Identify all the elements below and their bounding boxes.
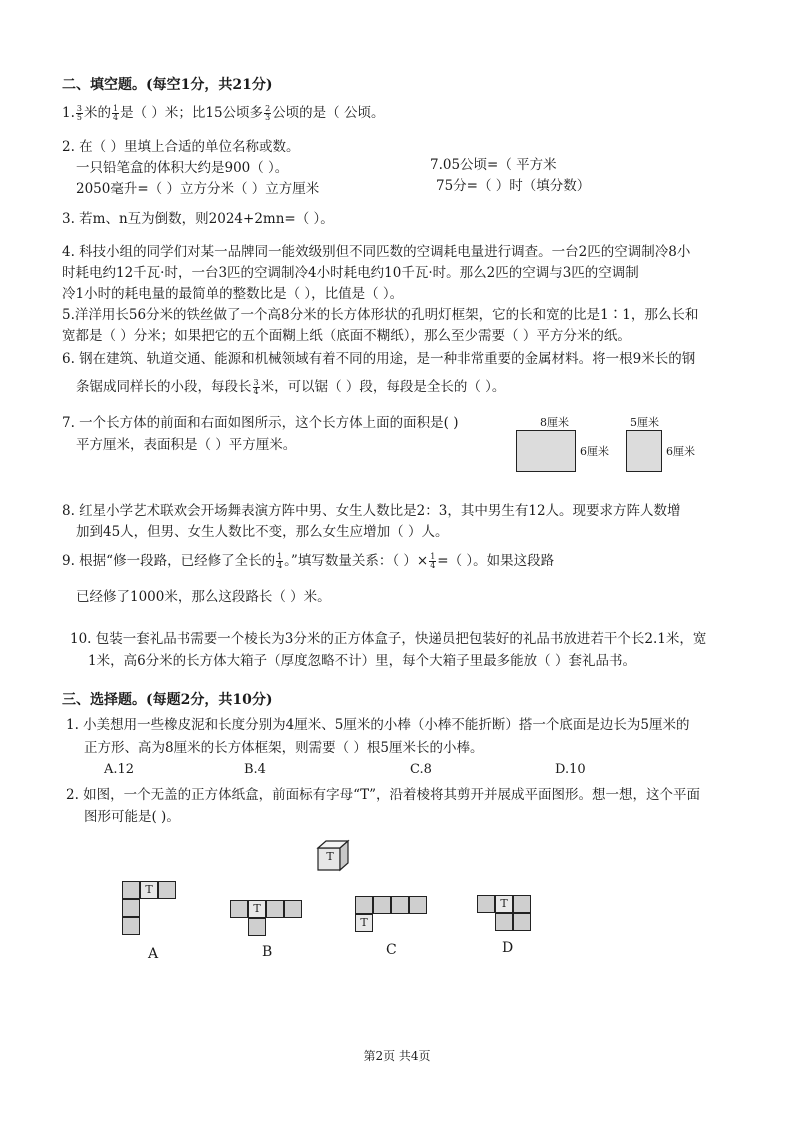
net-c-square	[409, 896, 427, 914]
cube-letter: T	[326, 850, 334, 863]
net-b-square	[266, 900, 284, 918]
option-d: D.10	[555, 762, 586, 777]
front-face-rectangle	[516, 430, 576, 472]
question-9-line-2: 已经修了1000米，那么这段路长（ ）米。	[76, 589, 331, 605]
net-c-square	[391, 896, 409, 914]
question-2-line-2a: 一只铅笔盒的体积大约是900（ ）。	[76, 160, 289, 176]
net-d-label: D	[502, 940, 514, 956]
question-4-line-3: 冷1小时的耗电量的最简单的整数比是（ ），比值是（ ）。	[62, 286, 404, 302]
net-c-square	[373, 896, 391, 914]
page-number: 第2页 共4页	[363, 1049, 431, 1063]
question-5: 5.洋洋用长56分米的铁丝做了一个高8分米的长方体形状的孔明灯框架，它的长和宽的比是1∶1，那么长和	[62, 307, 699, 323]
question-5-line-2: 宽都是（ ）分米；如果把它的五个面糊上纸（底面不糊纸），那么至少需要（ ）平方分米的纸。	[62, 328, 631, 344]
net-d-square	[513, 895, 531, 913]
net-b-label: B	[262, 944, 273, 960]
net-d-letter-square: T	[495, 895, 513, 913]
front-face-side-label: 6厘米	[580, 445, 609, 458]
net-a-square	[122, 917, 140, 935]
section2-title: 二、填空题。(每空1分，共21分)	[62, 77, 273, 93]
front-face-top-label: 8厘米	[540, 416, 569, 429]
net-b-letter-square: T	[248, 900, 266, 918]
question-4-line-2: 时耗电约12千瓦·时，一台3匹的空调制冷4小时耗电约10千瓦·时。那么2匹的空调与3匹的空调制	[62, 265, 639, 281]
right-face-top-label: 5厘米	[630, 416, 659, 429]
question-2: 2. 在（ ）里填上合适的单位名称或数。	[62, 139, 300, 155]
question-10: 10. 包装一套礼品书需要一个棱长为3分米的正方体盒子，快递员把包装好的礼品书放进若干个长2.1米，宽	[70, 631, 707, 647]
question-9: 9. 根据“修一段路，已经修了全长的 $\frac{1}{4}$ 。”填写数量关系：（ ）× $\frac{1}{4}$ =（ ）。如果这段路	[62, 552, 555, 570]
net-a-square	[158, 881, 176, 899]
choice-question-1-line-2: 正方形、高为8厘米的长方体框架，则需要（ ）根5厘米长的小棒。	[84, 740, 484, 756]
question-4: 4. 科技小组的同学们对某一品牌同一能效级别但不同匹数的空调耗电量进行调查。一台2匹的空调制冷8小	[62, 244, 691, 260]
choice-question-2: 2. 如图，一个无盖的正方体纸盒，前面标有字母“T”，沿着棱将其剪开并展成平面图形。想一想，这个平面	[66, 787, 700, 803]
question-10-line-2: 1米，高6分米的长方体大箱子（厚度忽略不计）里，每个大箱子里最多能放（ ）套礼品书。	[88, 653, 636, 669]
question-3: 3. 若m、n互为倒数，则2024+2mn=（ ）。	[62, 211, 334, 227]
right-face-rectangle	[626, 430, 662, 472]
net-d-square	[513, 913, 531, 931]
net-c-letter-square: T	[355, 914, 373, 932]
question-2-line-3b: 75分=（ ）时（填分数）	[436, 178, 591, 194]
question-2-line-3a: 2050毫升=（ ）立方分米（ ）立方厘米	[76, 181, 320, 197]
question-6: 6. 钢在建筑、轨道交通、能源和机械领域有着不同的用途，是一种非常重要的金属材料。将一根9米长的钢	[62, 351, 696, 367]
net-a-square	[122, 881, 140, 899]
net-b-square	[248, 918, 266, 936]
net-d-square	[495, 913, 513, 931]
option-c: C.8	[410, 762, 432, 777]
question-1: 1. $\frac{3}{5}$ 米的 $\frac{1}{4}$ 是（ ）米；比15公顷多 $\frac{2}{3}$ 公顷的是（ 公顷。	[62, 104, 385, 122]
question-7: 7. 一个长方体的前面和右面如图所示，这个长方体上面的面积是( )	[62, 415, 459, 431]
choice-question-1: 1. 小美想用一些橡皮泥和长度分别为4厘米、5厘米的小棒（小棒不能折断）搭一个底面是边长为5厘米的	[66, 717, 690, 733]
net-c-label: C	[386, 942, 397, 958]
net-b-square	[230, 900, 248, 918]
section3-title: 三、选择题。(每题2分，共10分)	[62, 692, 273, 708]
net-a-letter-square: T	[140, 881, 158, 899]
net-b-square	[284, 900, 302, 918]
question-8-line-2: 加到45人，但男、女生人数比不变，那么女生应增加（ ）人。	[76, 524, 449, 540]
option-b: B.4	[244, 762, 266, 777]
choice-question-2-line-2: 图形可能是( )。	[84, 809, 180, 825]
net-c-square	[355, 896, 373, 914]
net-a-square	[122, 899, 140, 917]
question-6-line-2: 条锯成同样长的小段，每段长 $\frac{3}{4}$ 米，可以锯（ ）段，每段是全长的（ ）。	[76, 378, 506, 396]
question-2-line-2b: 7.05公顷=（ 平方米	[430, 157, 557, 173]
option-a: A.12	[104, 762, 135, 777]
net-a-label: A	[148, 946, 159, 962]
question-8: 8. 红星小学艺术联欢会开场舞表演方阵中男、女生人数比是2：3，其中男生有12人。现要求方阵人数增	[62, 503, 681, 519]
question-7-line-2: 平方厘米，表面积是（ ）平方厘米。	[76, 437, 297, 453]
net-d-square	[477, 895, 495, 913]
right-face-side-label: 6厘米	[666, 445, 695, 458]
